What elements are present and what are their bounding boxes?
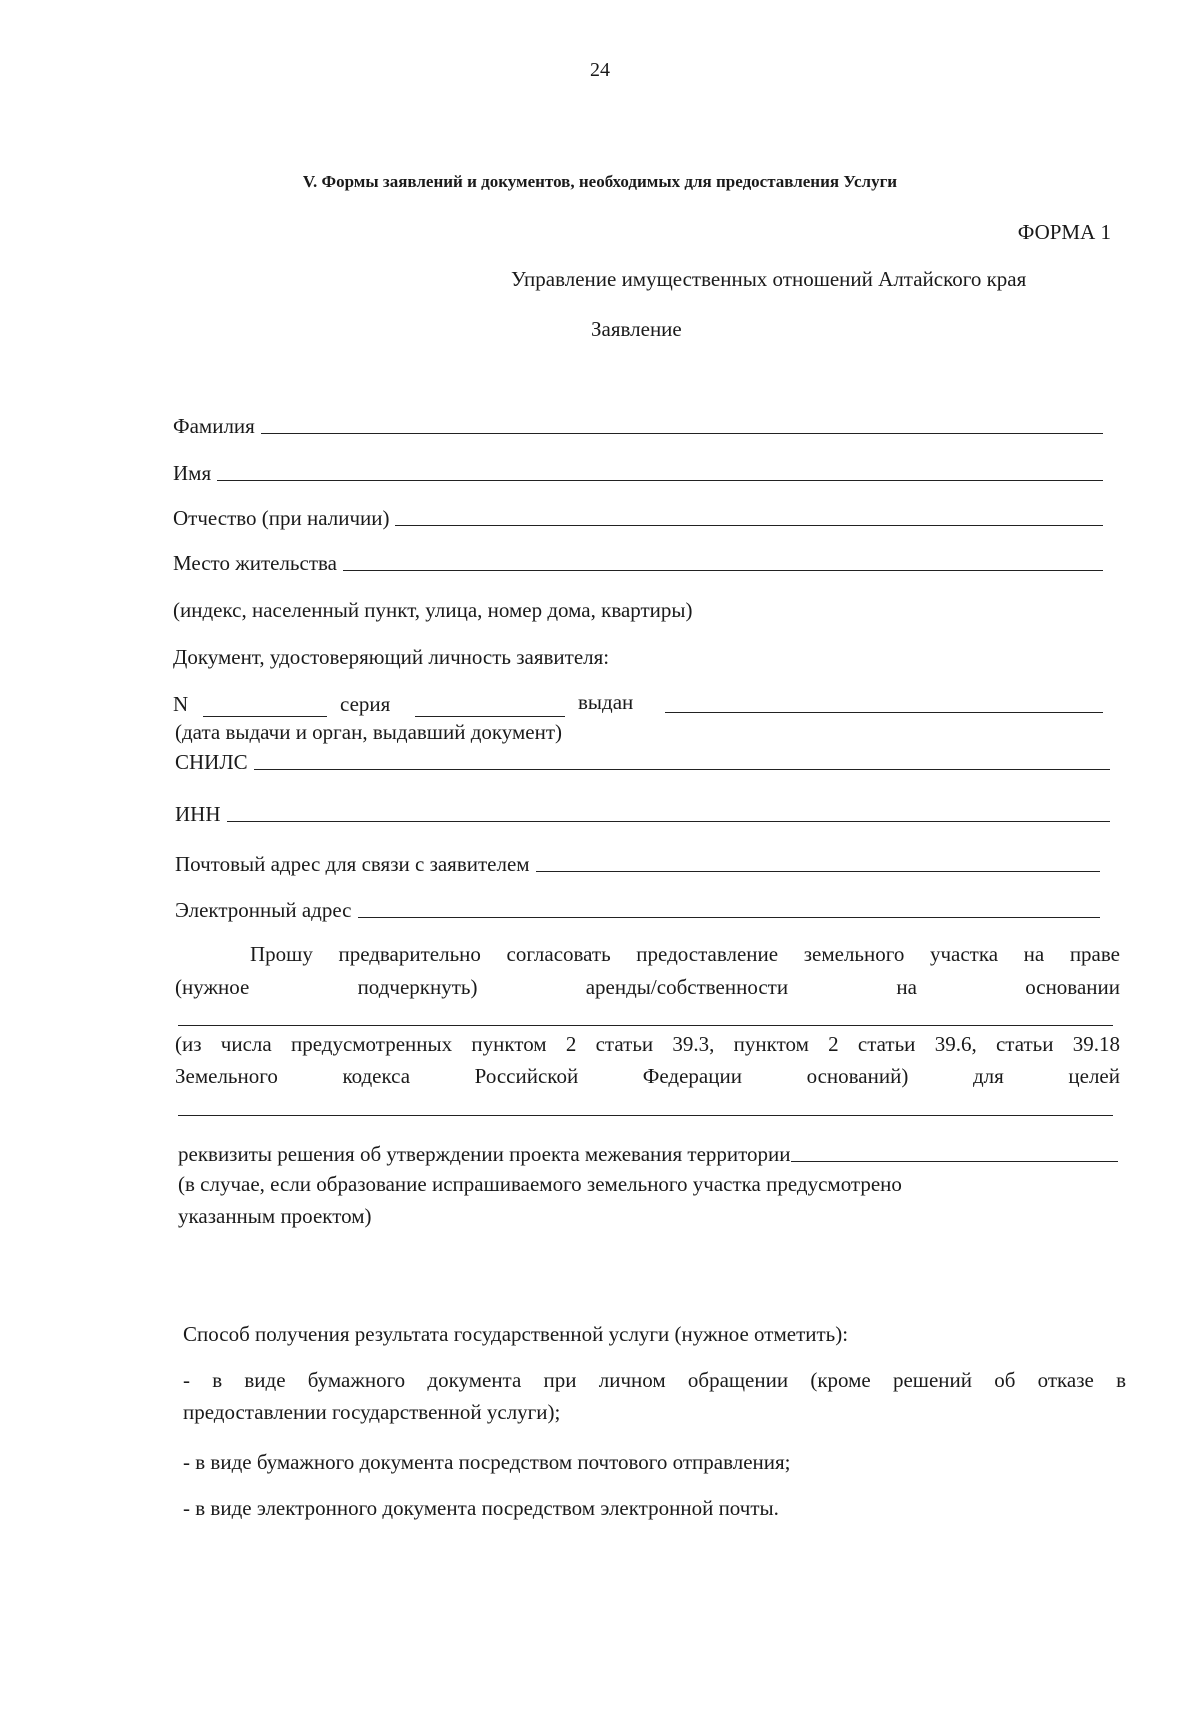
patronymic-row	[173, 506, 1103, 531]
id-issued-field[interactable]	[665, 711, 1103, 713]
surname-row	[173, 414, 1103, 439]
inn-field[interactable]	[227, 820, 1111, 822]
email-field[interactable]	[358, 916, 1101, 918]
postal-row	[175, 852, 1100, 877]
id-issued-hint: (дата выдачи и орган, выдавший документ)	[175, 720, 563, 744]
request-line-1: Прошу предварительно согласовать предоставление земельного участка на праве	[250, 942, 1120, 966]
section-title: V. Формы заявлений и документов, необходимых для предоставления Услуги	[302, 172, 898, 191]
name-label: Имя	[173, 461, 212, 485]
id-series-field[interactable]	[415, 715, 565, 717]
inn-row	[175, 802, 1110, 827]
request-line-3: (из числа предусмотренных пунктом 2 статьи 39.3, пунктом 2 статьи 39.6, статьи 39.18	[175, 1032, 1120, 1056]
basis-field[interactable]	[178, 1024, 1113, 1026]
id-number-field[interactable]	[203, 715, 327, 717]
surname-label: Фамилия	[173, 414, 255, 438]
delivery-option-paper-personal-cont: предоставлении государственной услуги);	[183, 1400, 561, 1424]
requisites-label: реквизиты решения об утверждении проекта межевания территории	[178, 1142, 791, 1166]
residence-field[interactable]	[343, 569, 1103, 571]
requisites-field[interactable]	[791, 1160, 1118, 1162]
form-label: ФОРМА 1	[1017, 220, 1111, 244]
id-issued-label: выдан	[578, 690, 634, 714]
delivery-option-paper-mail[interactable]: - в виде бумажного документа посредством почтового отправления;	[183, 1450, 791, 1474]
delivery-option-email[interactable]: - в виде электронного документа посредством электронной почты.	[183, 1496, 779, 1520]
inn-label: ИНН	[175, 802, 221, 826]
page-number: 24	[590, 59, 610, 81]
name-field[interactable]	[217, 479, 1103, 481]
residence-label: Место жительства	[173, 551, 337, 575]
request-line-2: (нужное подчеркнуть) аренды/собственности на основании	[175, 975, 1120, 999]
postal-label: Почтовый адрес для связи с заявителем	[175, 852, 530, 876]
snils-row	[175, 750, 1110, 775]
residence-row	[173, 551, 1103, 576]
snils-field[interactable]	[254, 768, 1110, 770]
residence-hint: (индекс, населенный пункт, улица, номер дома, квартиры)	[173, 598, 693, 622]
purpose-field[interactable]	[178, 1114, 1113, 1116]
delivery-option-paper-personal[interactable]: - в виде бумажного документа при личном обращении (кроме решений об отказе в	[183, 1368, 1126, 1392]
email-label: Электронный адрес	[175, 898, 352, 922]
patronymic-field[interactable]	[395, 524, 1103, 526]
surname-field[interactable]	[261, 432, 1103, 434]
id-series-label: серия	[340, 692, 391, 716]
document-title: Заявление	[591, 317, 682, 341]
email-row	[175, 898, 1100, 923]
requisites-row	[178, 1142, 1118, 1167]
snils-label: СНИЛС	[175, 750, 248, 774]
name-row	[173, 461, 1103, 486]
patronymic-label: Отчество (при наличии)	[173, 506, 390, 530]
postal-field[interactable]	[536, 870, 1100, 872]
id-document-label: Документ, удостоверяющий личность заявителя:	[173, 645, 610, 669]
requisites-hint-2: указанным проектом)	[178, 1204, 372, 1228]
delivery-title: Способ получения результата государственной услуги (нужное отметить):	[183, 1322, 849, 1346]
request-line-4: Земельного кодекса Российской Федерации оснований) для целей	[175, 1064, 1120, 1088]
id-number-label: N	[173, 692, 189, 716]
addressee: Управление имущественных отношений Алтайского края	[511, 267, 1027, 291]
requisites-hint-1: (в случае, если образование испрашиваемого земельного участка предусмотрено	[178, 1172, 902, 1196]
